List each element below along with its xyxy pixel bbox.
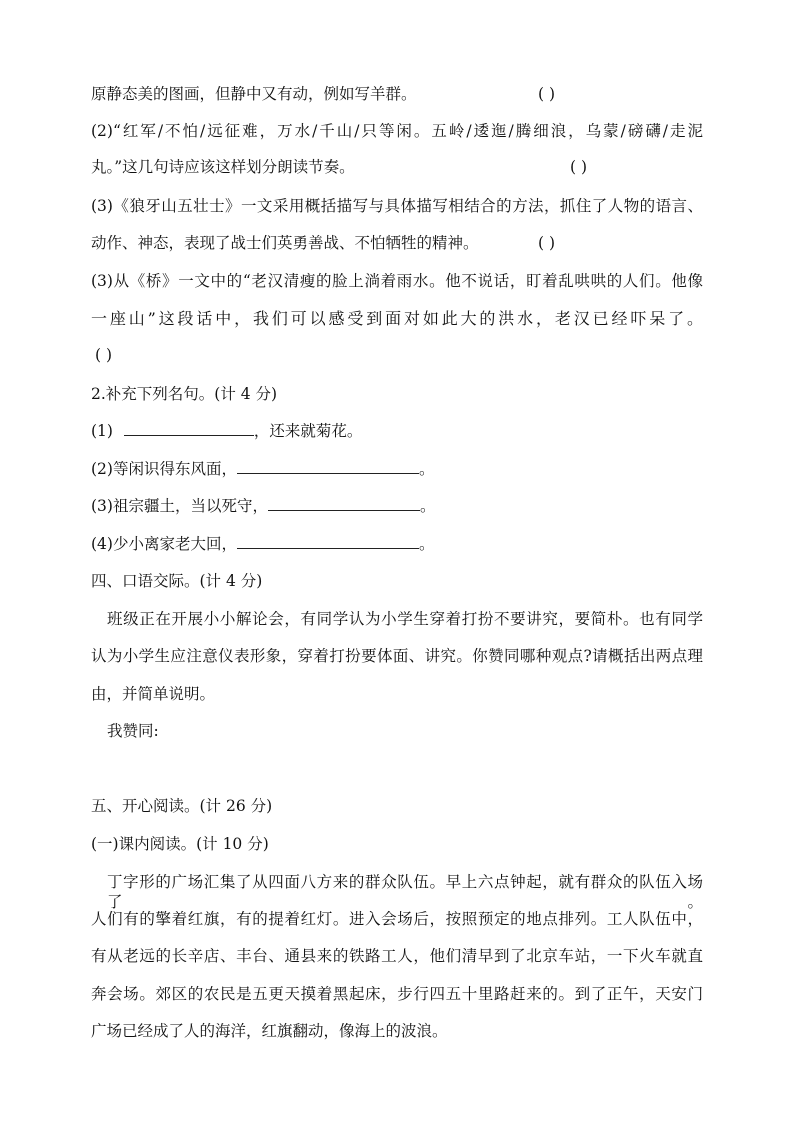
q2-s3-suffix: 。 (419, 497, 436, 515)
q2-sentence-2 (91, 459, 434, 479)
q2-sentence-4 (91, 534, 434, 554)
q2-sentence-1 (91, 421, 362, 441)
q2-s4-blank[interactable] (237, 534, 419, 549)
q1-item3a-line1: (3)《狼牙山五壮士》一文采用概括描写与具体描写相结合的方法，抓住了人物的语言、 (91, 197, 703, 215)
q1-item3b-line1: (3)从《桥》一文中的“老汉清瘦的脸上淌着雨水。他不说话，盯着乱哄哄的人们。他像 (91, 272, 703, 290)
passage-line5: 广场已经成了人的海洋，红旗翻动，像海上的波浪。 (91, 1022, 448, 1040)
section4-answer-label: 我赞同: (107, 722, 159, 740)
q1-line-a (91, 84, 417, 104)
q2-s4-suffix: 。 (418, 535, 435, 553)
q1-paren-2[interactable]: ( ) (570, 158, 588, 176)
q2-s3-prefix: (3)祖宗疆土，当以死守， (91, 497, 268, 515)
q1-item3b-line2: 一座山”这段话中，我们可以感受到面对如此大的洪水，老汉已经吓呆了。 (91, 309, 703, 328)
q1-paren-a[interactable]: ( ) (538, 85, 556, 103)
q2-s4-prefix: (4)少小离家老大回， (91, 535, 237, 553)
q2-s1-prefix: (1) (91, 422, 113, 440)
q1-paren-3a[interactable]: ( ) (538, 234, 556, 252)
section4-para-line1: 班级正在开展小小解论会，有同学认为小学生穿着打扮不要讲究，要简朴。也有同学 (107, 610, 703, 628)
q2-sentence-3 (91, 496, 435, 516)
section4-para-line2: 认为小学生应注意仪表形象，穿着打扮要体面、讲究。你赞同哪种观点?请概括出两点理 (91, 647, 703, 665)
q1-item3a-line2: 动作、神态，表现了战士们英勇善战、不怕牺牲的精神。 (91, 234, 479, 252)
section4-heading: 四、口语交际。(计 4 分) (91, 572, 263, 590)
section5-sub-heading: (一)课内阅读。(计 10 分) (91, 835, 269, 853)
q2-s3-blank[interactable] (268, 496, 420, 511)
passage-line4: 奔会场。郊区的农民是五更天摸着黑起床，步行四五十里路赶来的。到了正午，天安门 (91, 985, 703, 1003)
passage-line3: 有从老远的长辛店、丰台、通县来的铁路工人，他们清早到了北京车站，一下火车就直 (91, 947, 703, 965)
passage-line1: 丁字形的广场汇集了从四面八方来的群众队伍。早上六点钟起，就有群众的队伍入场了。 (107, 873, 703, 911)
q1-line-a-text: 原静态美的图画，但静中又有动，例如写羊群。 (91, 85, 417, 103)
q2-s2-suffix: 。 (418, 460, 435, 478)
section5-heading: 五、开心阅读。(计 26 分) (91, 797, 273, 815)
section4-para-line3: 由，并简单说明。 (91, 685, 216, 703)
q1-item2-line1: (2)“红军/不怕/远征难，万水/千山/只等闲。五岭/逶迤/腾细浪，乌蒙/磅礴/走泥 (91, 122, 703, 140)
passage-line2: 人们有的擎着红旗，有的提着红灯。进入会场后，按照预定的地点排列。工人队伍中， (91, 910, 703, 928)
q2-s1-blank[interactable] (124, 421, 254, 436)
q2-s2-prefix: (2)等闲识得东风面， (91, 460, 237, 478)
q2-heading: 2.补充下列名句。(计 4 分) (91, 385, 278, 403)
q1-item2-line2: 丸。”这几句诗应该这样划分朗读节奏。 (91, 158, 355, 176)
q2-s2-blank[interactable] (237, 459, 419, 474)
q2-s1-suffix: ，还来就菊花。 (253, 422, 363, 440)
q1-paren-3b[interactable]: ( ) (95, 346, 113, 364)
